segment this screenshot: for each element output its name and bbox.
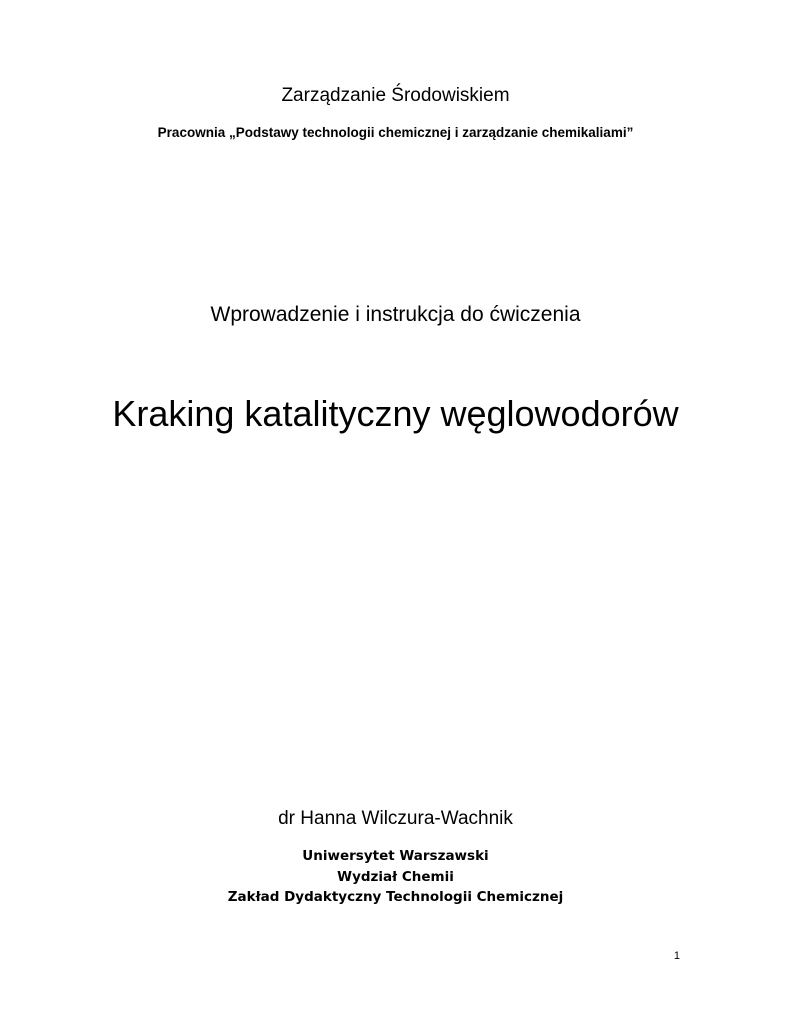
document-title: Kraking katalityczny węglowodorów [112, 393, 679, 434]
course-subject: Zarządzanie Środowiskiem [281, 85, 510, 106]
author-name: dr Hanna Wilczura-Wachnik [278, 808, 513, 829]
department-name: Zakład Dydaktyczny Technologii Chemicznej [227, 889, 564, 905]
page-number: 1 [673, 950, 680, 962]
university-name: Uniwersytet Warszawski [302, 848, 489, 864]
lab-name: Pracownia „Podstawy technologii chemicznej i zarządzanie chemikaliami” [157, 125, 634, 140]
intro-heading: Wprowadzenie i instrukcja do ćwiczenia [210, 303, 581, 326]
faculty-name: Wydział Chemii [337, 869, 454, 885]
